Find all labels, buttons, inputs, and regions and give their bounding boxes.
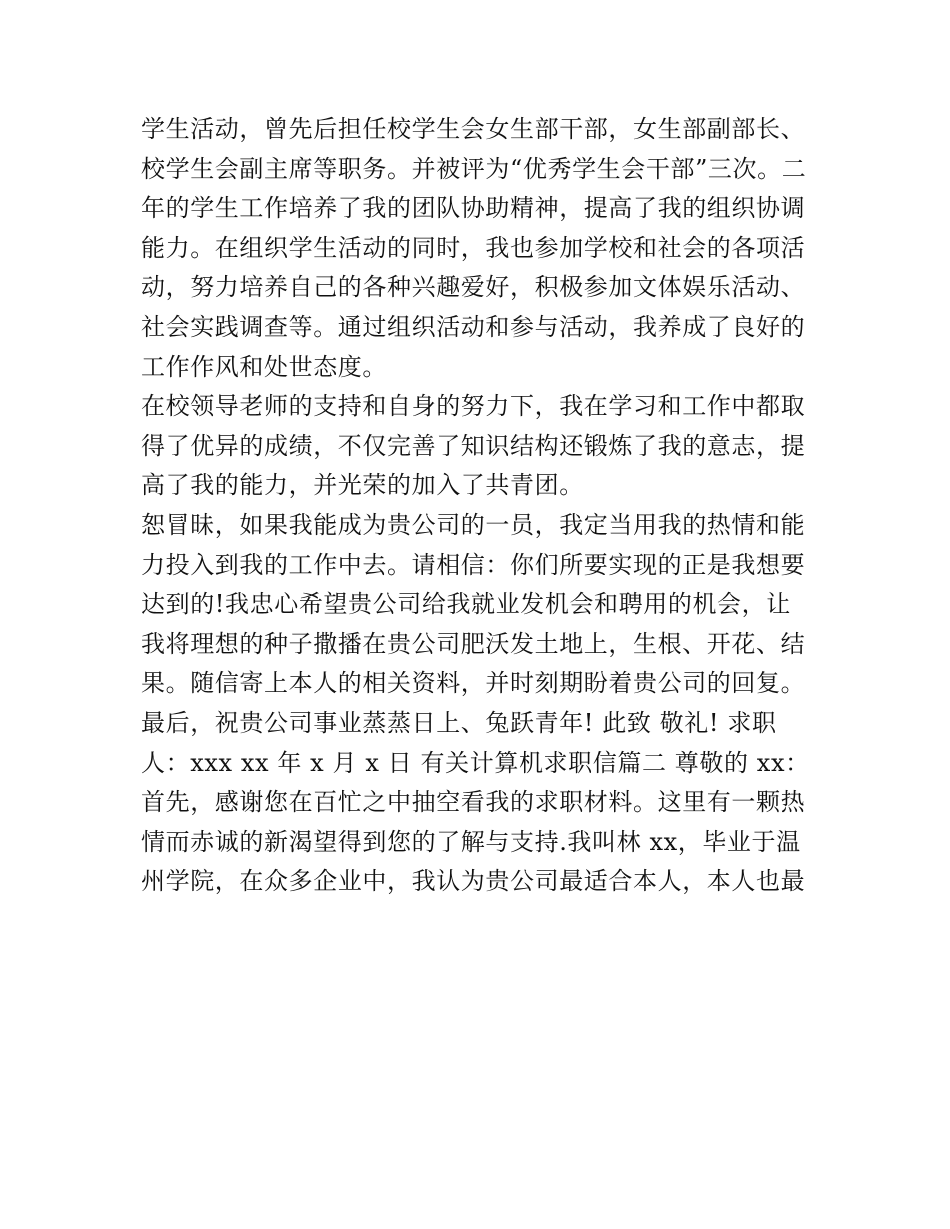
text-line: 在校领导老师的支持和自身的努力下，我在学习和工作中都取 [141,392,806,421]
text-line: 首先，感谢您在百忙之中抽空看我的求职材料。这里有一颗热 [141,788,806,817]
text-line: 能力。在组织学生活动的同时，我也参加学校和社会的各项活 [141,233,806,262]
text-line: 州学院，在众多企业中，我认为贵公司最适合本人，本人也最 [141,867,806,896]
text-line: 年的学生工作培养了我的团队协助精神，提高了我的组织协调 [141,194,806,223]
text-line: 力投入到我的工作中去。请相信：你们所要实现的正是我想要 [141,550,806,579]
text-line: 动，努力培养自己的各种兴趣爱好，积极参加文体娱乐活动、 [141,273,806,302]
document-body [141,110,821,902]
text-line: 人：xxx xx 年 x 月 x 日 有关计算机求职信篇二 尊敬的 xx： [141,748,810,777]
text-line: 得了优异的成绩，不仅完善了知识结构还锻炼了我的意志，提 [141,431,806,460]
text-line: 校学生会副主席等职务。并被评为“优秀学生会干部”三次。二 [141,154,807,183]
text-line: 恕冒昧，如果我能成为贵公司的一员，我定当用我的热情和能 [141,510,806,539]
text-line: 工作作风和处世态度。 [141,352,387,381]
text-line: 我将理想的种子撒播在贵公司肥沃发土地上，生根、开花、结 [141,629,806,658]
text-line: 达到的!我忠心希望贵公司给我就业发机会和聘用的机会，让 [141,590,791,619]
text-line: 高了我的能力，并光荣的加入了共青团。 [141,471,584,500]
text-line: 最后，祝贵公司事业蒸蒸日上、兔跃青年! 此致 敬礼! 求职 [141,708,777,737]
text-line: 果。随信寄上本人的相关资料，并时刻期盼着贵公司的回复。 [141,669,806,698]
text-line: 情而赤诚的新渴望得到您的了解与支持.我叫林 xx，毕业于温 [141,827,801,856]
text-line: 学生活动，曾先后担任校学生会女生部干部，女生部副部长、 [141,115,806,143]
text-line: 社会实践调查等。通过组织活动和参与活动，我养成了良好的 [141,312,806,341]
